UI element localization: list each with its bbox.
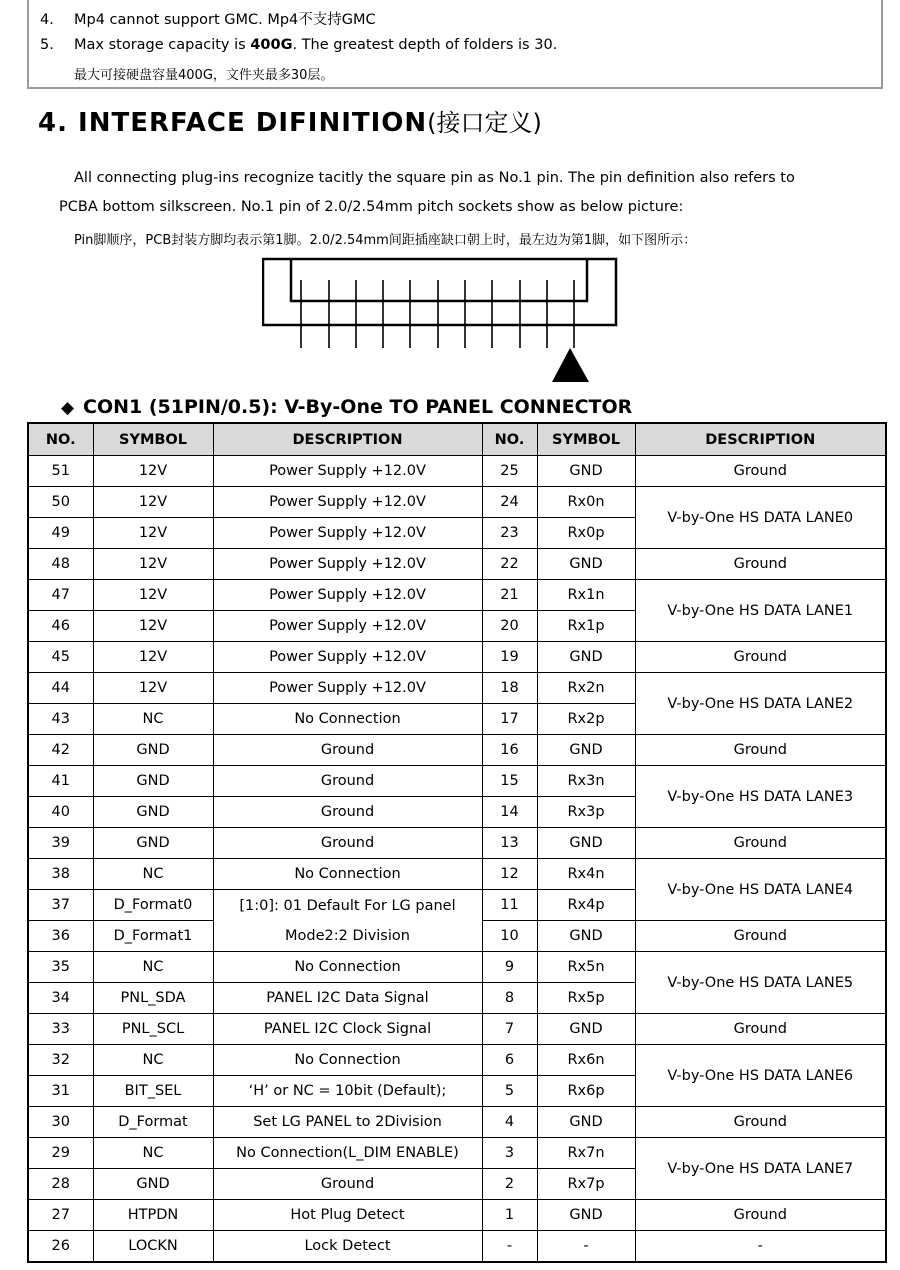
pin-symbol-right: Rx1p — [537, 611, 635, 642]
table-row — [28, 549, 886, 580]
pin-symbol-left: 12V — [93, 549, 213, 580]
pin-symbol-left: 12V — [93, 580, 213, 611]
pin-description-left: No Connection — [213, 859, 482, 890]
note-text-bold: 400G — [250, 37, 293, 53]
pin-symbol-right: Rx6n — [537, 1045, 635, 1076]
pin-symbol-right: Rx0p — [537, 518, 635, 549]
pin-number-left: 46 — [28, 611, 93, 642]
pin-number-left: 44 — [28, 673, 93, 704]
pin-symbol-left: 12V — [93, 518, 213, 549]
table-row — [28, 766, 886, 797]
pin-number-left: 45 — [28, 642, 93, 673]
pin-description-left: Ground — [213, 828, 482, 859]
table-row — [28, 673, 886, 704]
table-row — [28, 642, 886, 673]
pin-symbol-right: GND — [537, 642, 635, 673]
table-row — [28, 487, 886, 518]
pin-symbol-left: 12V — [93, 673, 213, 704]
pin-number-left: 31 — [28, 1076, 93, 1107]
pin-description-left: Power Supply +12.0V — [213, 642, 482, 673]
pin-number-right: - — [482, 1231, 537, 1263]
pin-symbol-left: GND — [93, 735, 213, 766]
pin-description-left: PANEL I2C Data Signal — [213, 983, 482, 1014]
pin-symbol-left: NC — [93, 952, 213, 983]
pin-number-right: 6 — [482, 1045, 537, 1076]
header-description-left: DESCRIPTION — [213, 423, 482, 456]
pin-number-left: 33 — [28, 1014, 93, 1045]
pin-description-left: Set LG PANEL to 2Division — [213, 1107, 482, 1138]
pin-description-left: Lock Detect — [213, 1231, 482, 1263]
pin-symbol-left: NC — [93, 704, 213, 735]
pin-description-left: Ground — [213, 1169, 482, 1200]
pin-symbol-left: HTPDN — [93, 1200, 213, 1231]
table-row — [28, 859, 886, 890]
pin-symbol-right: GND — [537, 1200, 635, 1231]
pin-number-left: 48 — [28, 549, 93, 580]
pin-number-right: 25 — [482, 456, 537, 487]
pin-description-left: PANEL I2C Clock Signal — [213, 1014, 482, 1045]
pin-number-left: 36 — [28, 921, 93, 952]
intro-paragraph-cn: Pin脚顺序，PCB封装方脚均表示第1脚。2.0/2.54mm间距插座缺口朝上时，最左边为第1脚，如下图所示： — [74, 233, 697, 248]
diamond-bullet-icon: ◆ — [61, 398, 75, 418]
table-row — [28, 1014, 886, 1045]
pin-number-right: 15 — [482, 766, 537, 797]
pin-description-right: V-by-One HS DATA LANE4 — [635, 859, 886, 921]
pin-description-left: Power Supply +12.0V — [213, 580, 482, 611]
pin-number-left: 37 — [28, 890, 93, 921]
pin-description-right: V-by-One HS DATA LANE2 — [635, 673, 886, 735]
note-cn-line: 最大可接硬盘容量400G，文件夹最多30层。 — [74, 68, 334, 83]
pin-number-right: 7 — [482, 1014, 537, 1045]
pin-symbol-left: 12V — [93, 456, 213, 487]
pin-description-right: V-by-One HS DATA LANE3 — [635, 766, 886, 828]
pin-description-right: Ground — [635, 1014, 886, 1045]
table-row — [28, 456, 886, 487]
pin-symbol-left: 12V — [93, 611, 213, 642]
pin-description-left: Ground — [213, 735, 482, 766]
pin-number-left: 34 — [28, 983, 93, 1014]
pin-number-left: 27 — [28, 1200, 93, 1231]
pin-number-left: 47 — [28, 580, 93, 611]
pin-description-left: No Connection — [213, 704, 482, 735]
pin-symbol-left: LOCKN — [93, 1231, 213, 1263]
pin1-marker-triangle — [552, 348, 589, 382]
pin-symbol-right: Rx3n — [537, 766, 635, 797]
pin-number-left: 35 — [28, 952, 93, 983]
note-number: 5. — [40, 37, 54, 53]
pin-description-right: Ground — [635, 1200, 886, 1231]
note-text: Mp4 cannot support GMC. Mp4不支持GMC — [74, 12, 376, 28]
pin-symbol-right: Rx5n — [537, 952, 635, 983]
pin-description-left: Hot Plug Detect — [213, 1200, 482, 1231]
pin-symbol-right: Rx7p — [537, 1169, 635, 1200]
pin-symbol-left: NC — [93, 1138, 213, 1169]
pin-symbol-right: Rx7n — [537, 1138, 635, 1169]
pin-symbol-right: GND — [537, 735, 635, 766]
pin-symbol-right: GND — [537, 1014, 635, 1045]
pin-description-right: V-by-One HS DATA LANE1 — [635, 580, 886, 642]
header-symbol-left: SYMBOL — [93, 423, 213, 456]
pin-number-right: 22 — [482, 549, 537, 580]
table-row — [28, 1200, 886, 1231]
pin-number-left: 51 — [28, 456, 93, 487]
table-row — [28, 952, 886, 983]
connector-pins — [301, 280, 574, 348]
pin-description-left: Power Supply +12.0V — [213, 456, 482, 487]
pin-symbol-right: Rx2p — [537, 704, 635, 735]
pin-number-right: 11 — [482, 890, 537, 921]
pin-number-right: 5 — [482, 1076, 537, 1107]
pin-symbol-left: 12V — [93, 642, 213, 673]
pin-number-right: 21 — [482, 580, 537, 611]
pin-symbol-left: D_Format1 — [93, 921, 213, 952]
pin-description-right: V-by-One HS DATA LANE6 — [635, 1045, 886, 1107]
pin-description-left: No Connection(L_DIM ENABLE) — [213, 1138, 482, 1169]
pin-symbol-left: GND — [93, 797, 213, 828]
pin-number-right: 20 — [482, 611, 537, 642]
table-row — [28, 1231, 886, 1263]
pin-symbol-right: Rx0n — [537, 487, 635, 518]
pin-symbol-left: GND — [93, 828, 213, 859]
pin-number-left: 40 — [28, 797, 93, 828]
pin-number-right: 23 — [482, 518, 537, 549]
note-text-post: . The greatest depth of folders is 30. — [292, 37, 558, 53]
pin-number-right: 2 — [482, 1169, 537, 1200]
header-symbol-right: SYMBOL — [537, 423, 635, 456]
section-title — [38, 103, 542, 138]
pin-description-left: Power Supply +12.0V — [213, 487, 482, 518]
pin-number-left: 32 — [28, 1045, 93, 1076]
pin-symbol-left: BIT_SEL — [93, 1076, 213, 1107]
table-row — [28, 1107, 886, 1138]
connector-outer-housing — [263, 259, 616, 325]
pin-description-left: Power Supply +12.0V — [213, 518, 482, 549]
pin-description-right: Ground — [635, 549, 886, 580]
note-text-pre: Max storage capacity is — [74, 37, 251, 53]
pin-number-right: 10 — [482, 921, 537, 952]
section-title-en: 4. INTERFACE DIFINITION — [38, 108, 428, 138]
pin-description-left: No Connection — [213, 952, 482, 983]
pin-symbol-right: GND — [537, 921, 635, 952]
connector-heading-text: CON1 (51PIN/0.5): V-By-One TO PANEL CONNECTOR — [83, 396, 633, 418]
pin-symbol-left: GND — [93, 1169, 213, 1200]
pin-number-left: 30 — [28, 1107, 93, 1138]
pin-symbol-right: GND — [537, 828, 635, 859]
table-row — [28, 828, 886, 859]
pin-symbol-left: 12V — [93, 487, 213, 518]
header-no-right: NO. — [482, 423, 537, 456]
pin-symbol-left: D_Format — [93, 1107, 213, 1138]
pin-symbol-left: D_Format0 — [93, 890, 213, 921]
pin-description-left: Ground — [213, 766, 482, 797]
connector-inner-slot — [291, 259, 587, 301]
note-number: 4. — [40, 12, 54, 28]
pin-number-left: 39 — [28, 828, 93, 859]
pin-number-right: 1 — [482, 1200, 537, 1231]
pin-symbol-left: PNL_SCL — [93, 1014, 213, 1045]
pin-symbol-right: Rx1n — [537, 580, 635, 611]
pin-symbol-left: GND — [93, 766, 213, 797]
intro-paragraph-line2: PCBA bottom silkscreen. No.1 pin of 2.0/2.54mm pitch sockets show as below picture: — [59, 199, 684, 215]
pin-description-right: - — [635, 1231, 886, 1263]
pin-symbol-left: NC — [93, 1045, 213, 1076]
pin-description-left: Ground — [213, 797, 482, 828]
pin-description-right: Ground — [635, 735, 886, 766]
note-item-5 — [40, 37, 557, 53]
header-no-left: NO. — [28, 423, 93, 456]
pin-definition-table — [27, 422, 887, 1263]
pin-description-right: V-by-One HS DATA LANE7 — [635, 1138, 886, 1200]
section-title-cn: (接口定义) — [427, 109, 542, 137]
table-row — [28, 1138, 886, 1169]
pin-number-right: 13 — [482, 828, 537, 859]
note-item-4 — [40, 8, 376, 29]
notes-box — [27, 0, 883, 89]
pin-description-right: Ground — [635, 828, 886, 859]
pin-number-left: 50 — [28, 487, 93, 518]
pin-number-right: 17 — [482, 704, 537, 735]
pin-symbol-right: Rx3p — [537, 797, 635, 828]
pin-symbol-right: Rx2n — [537, 673, 635, 704]
pin-description-right: Ground — [635, 456, 886, 487]
pin-number-right: 24 — [482, 487, 537, 518]
pin-symbol-right: GND — [537, 549, 635, 580]
intro-paragraph-line1: All connecting plug-ins recognize tacitly the square pin as No.1 pin. The pin definition also refers to — [74, 170, 795, 186]
table-row — [28, 1045, 886, 1076]
pin-symbol-right: Rx4p — [537, 890, 635, 921]
pin-symbol-right: Rx6p — [537, 1076, 635, 1107]
pin-symbol-right: Rx5p — [537, 983, 635, 1014]
pin-description-right: Ground — [635, 642, 886, 673]
pin-number-right: 16 — [482, 735, 537, 766]
pin-number-left: 41 — [28, 766, 93, 797]
pin-number-left: 42 — [28, 735, 93, 766]
pin-description-left: [1:0]: 01 Default For LG panel Mode2:2 Division — [213, 890, 482, 952]
table-row — [28, 580, 886, 611]
pin-number-left: 26 — [28, 1231, 93, 1263]
pin-description-right: Ground — [635, 1107, 886, 1138]
table-header-row — [28, 423, 886, 456]
pin-symbol-left: NC — [93, 859, 213, 890]
pin-number-right: 14 — [482, 797, 537, 828]
pin-description-right: Ground — [635, 921, 886, 952]
pin-number-left: 29 — [28, 1138, 93, 1169]
pin-number-right: 9 — [482, 952, 537, 983]
pin-description-right: V-by-One HS DATA LANE0 — [635, 487, 886, 549]
pin-number-right: 19 — [482, 642, 537, 673]
pin-number-right: 8 — [482, 983, 537, 1014]
header-description-right: DESCRIPTION — [635, 423, 886, 456]
pin-description-left: No Connection — [213, 1045, 482, 1076]
pin-number-right: 3 — [482, 1138, 537, 1169]
pin-number-left: 28 — [28, 1169, 93, 1200]
pin-symbol-right: Rx4n — [537, 859, 635, 890]
pin-symbol-right: - — [537, 1231, 635, 1263]
pin-number-right: 4 — [482, 1107, 537, 1138]
pin-symbol-right: GND — [537, 1107, 635, 1138]
pin-number-left: 38 — [28, 859, 93, 890]
pin-symbol-right: GND — [537, 456, 635, 487]
pin-description-right: V-by-One HS DATA LANE5 — [635, 952, 886, 1014]
table-row — [28, 735, 886, 766]
pin-description-left: Power Supply +12.0V — [213, 673, 482, 704]
pin-description-left: ‘H’ or NC = 10bit (Default); — [213, 1076, 482, 1107]
pin-description-left: Power Supply +12.0V — [213, 611, 482, 642]
pin-symbol-left: PNL_SDA — [93, 983, 213, 1014]
pin-number-left: 43 — [28, 704, 93, 735]
connector-heading — [61, 396, 632, 418]
pin-number-left: 49 — [28, 518, 93, 549]
pin-description-left: Power Supply +12.0V — [213, 549, 482, 580]
connector-pin-diagram — [262, 250, 622, 386]
pin-number-right: 12 — [482, 859, 537, 890]
pin-number-right: 18 — [482, 673, 537, 704]
